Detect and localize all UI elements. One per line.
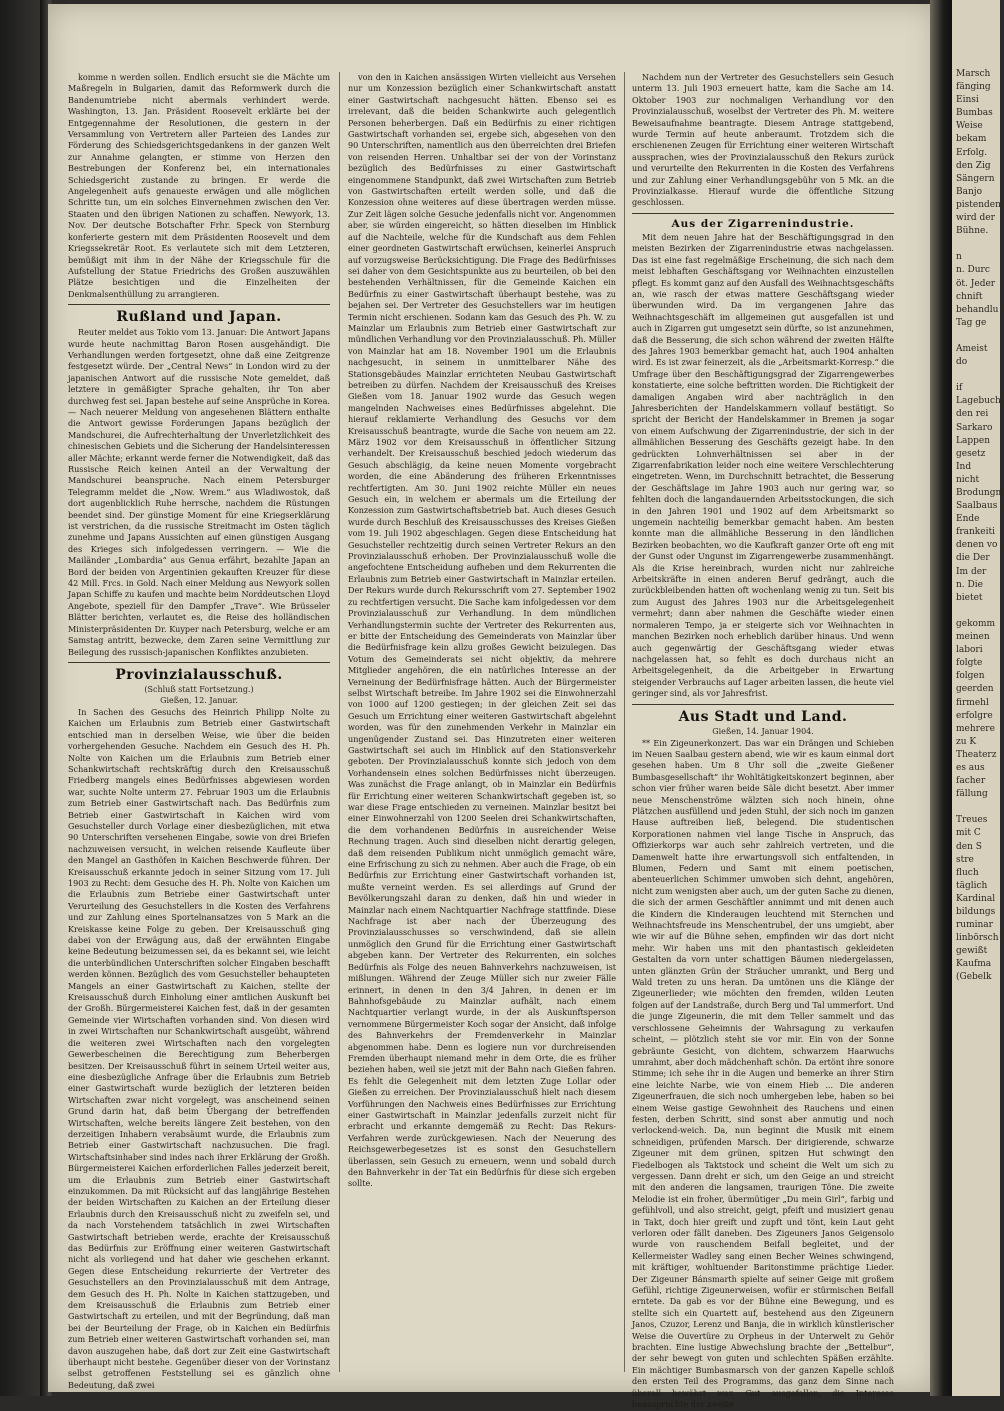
- column-1: [68, 72, 330, 1390]
- cigar-industry-article: [632, 232, 894, 700]
- headline-cigar-industry: Aus der Zigarrenindustrie.: [632, 213, 894, 230]
- stadt-und-land-article: [632, 738, 894, 1411]
- page-gutter: [930, 0, 952, 1396]
- column-rule: [339, 72, 340, 1372]
- column-rule: [624, 72, 625, 1372]
- provinzialausschuss-article: [68, 707, 330, 1391]
- next-page-fragment: Marsch fänging Einsi Bumbas Weise bekam Erfolg. den Zig Sängern Banjo pistenden wird der Bühne. n n. Durc öt. Jeder chnift behandlu Tag ge Ameist do if Lagebuch den rei Sarkaro Lappen gesetz Ind nicht Brodungm Saalbaus Ende frankeiti denen vo die Der Im der n. Die bietet gekomm meinen labori folgte folgen geerden firmehl erfolgre mehrere zu K Theaterz es aus facher fällung Treues mit C den S stre fluch täglich Kardinal bildungs ruminar linbörsch gewißt Kaufma (Gebelk: [956, 69, 1004, 983]
- headline-provinzialausschuss: Provinzialausschuß.: [68, 662, 330, 683]
- headline-stadt-und-land: Aus Stadt und Land.: [632, 704, 894, 725]
- column-2-text: [348, 72, 616, 1190]
- column-3-text-top: [632, 72, 894, 209]
- column-3: [632, 72, 894, 1410]
- next-page-edge: [952, 0, 1004, 1396]
- article-text: Reuter meldet aus Tokio vom 13. Januar: Die Antwort Japans wurde heute nachmittag Baron Rosen ausgehändigt. Die Verhandlungen werden fortgesetzt, ohne daß eine Zeitgrenze festgesetzt würde. Der „Central News“ in London wird zu der japanischen Antwort auf die russische Note gemeldet, daß letztere in gemäßigter Sprache gehalten, ihr Ton aber durchweg fest sei. Japan bestehe auf seine Ansprüche in Korea. — Nach neuerer Meldung von angesehenen Blättern enthalte die Antwort gewisse Forderungen Japans bezüglich der Mandschurei, die Aufrechterhaltung der Unverletzlichkeit des chinesischen Gebiets und die Sicherung der Handelsinteressen aller Mächte; erkannt werde ferner die Notwendigkeit, daß das Russische Reich keinen Anteil an der Verwaltung der Mandschurei beanspruche. Nach einem Petersburger Telegramm meldet die „Now. Wrem.“ aus Wladiwostok, daß dort augenblicklich Ruhe herrsche, nachdem die Rüstungen beendet sind. Der günstige Moment für eine Kriegserklärung ist verstrichen, da die russische Streitmacht im Osten täglich zunehme und Japans Aussichten auf einen günstigen Ausgang des Krieges sich infolgedessen verringern. — Wie die Mailänder „Lombardia“ aus Genua erfährt, bezahlte Japan an Bord der beiden von Argentinien gekauften Kreuzer für diese 42 Mill. Frcs. in Gold. Nach einer Meldung aus Newyork sollen Japan Schiffe zu kaufen und machte beim Norddeutschen Lloyd Angebote, speziell für den Dampfer „Trave“. Wie Brüsseler Blätter berichten, verlautet es, die Reise des holländischen Ministerpräsidenten Dr. Kuyper nach Petersburg, welche er am Samstag antritt, bezwecke, dem Zaren seine Vermittlung zur Beilegung des russisch-japanischen Konfliktes anzubieten.: [68, 327, 330, 657]
- article-text: Nachdem nun der Vertreter des Gesuchstellers sein Gesuch unterm 13. Juli 1903 erneuert hatte, kam die Sache am 14. Oktober 1903 zur nochmaligen Verhandlung vor den Provinzialausschuß, woselbst der Vertreter des Ph. M. weitere Beweisaufnahme beantragte. Diesem Antrage stattgebend, wurde Termin auf heute anberaumt. Trotzdem sich die erschienenen Zeugen für Errichtung einer weiteren Wirtschaft aussprachen, wies der Provinzialausschuß den Rekurs zurück und verurteilte den Rekurrenten in die Kosten des Verfahrens und zur Zahlung einer Verhandlungsgebühr von 5 Mk. an die Provinzialkasse. Hierauf wurde die öffentliche Sitzung geschlossen.: [632, 72, 894, 208]
- article-text: In Sachen des Gesuchs des Heinrich Philipp Nolte zu Kaichen um Erlaubnis zum Betrieb einer Gastwirtschaft entschied man in derselben Weise, wie über die beiden vorhergehenden Gesuche. Nachdem ein Gesuch des H. Ph. Nolte von Kaichen um die Erlaubnis zum Betrieb einer Schankwirtschaft rechtskräftig durch den Kreisausschuß Friedberg mangels eines Bedürfnisses abgewiesen worden war, suchte Nolte unterm 27. Februar 1903 um die Erlaubnis zum Betrieb einer Gastwirtschaft nach. Das Bedürfnis zum Betrieb einer Gastwirtschaft in Kaichen wird vom Gesuchsteller durch Vorlage einer diesbezüglichen, mit etwa 90 Unterschriften versehenen Eingabe, sowie von drei Briefen nachzuweisen versucht, in welchen reisende Kaufleute über den Mangel an Gasthöfen in Kaichen Beschwerde führen. Der Kreisausschuß erkannte jedoch in seiner Sitzung vom 17. Juli 1903 zu Recht: dem Gesuche des H. Ph. Nolte von Kaichen um die Erlaubnis zum Betriebe einer Gastwirtschaft unter Verurteilung des Gesuchstellers in die Kosten des Verfahrens und zur Zahlung eines Sportelnansatzes von 5 Mark an die Kreiskasse keine Folge zu geben. Der Kreisausschuß ging dabei von der Erwägung aus, daß der erwähnten Eingabe keine Bedeutung beizumessen sei, da es bekannt sei, wie leicht die unterbündlichen Unterschriften solcher Eingaben beschafft werden können. Bezüglich des vom Gesuchsteller behaupteten Mangels an einer Gastwirtschaft zu Kaichen, stellte der Kreisausschuß durch Einholung einer amtlichen Auskunft bei der Großh. Bürgermeisterei Kaichen fest, daß in der gesamten Gemeinde vier Wirtschaften vorhanden sind. Von diesen wird in zwei Wirtschaften nur Schankwirtschaft ausgeübt, während die weiteren zwei Wirtschaften nach den vorgelegten Gewerbescheinen die Berechtigung zum Beherbergen besitzen. Der Kreisausschuß führt in seinem Urteil weiter aus, eine diesbezügliche Anfrage über die Erlaubnis zum Betrieb einer Gastwirtschaft wurde bezüglich der letzteren beiden Wirtschaften zwar nicht vorgelegt, was anscheinend seinen Grund darin hat, daß beim Übergang der betreffenden Wirtschaften, welche bereits längere Zeit bestehen, von den derzeitigen Inhabern verabsäumt wurde, die Erlaubnis zum Betrieb einer Gastwirtschaft nachzusuchen. Die fragl. Wirtschaftsinhaber sind indes nach ihrer Erklärung der Großh. Bürgermeisterei Kaichen erforderlichen Falles jederzeit bereit, um die Erlaubnis zum Betrieb einer Gastwirtschaft einzukommen. Da mit Rücksicht auf das langjährige Bestehen der beiden Wirtschaften zu Kaichen an der Erteilung dieser Erlaubnis durch den Kreisausschuß nicht zu zweifeln sei, und da nach Vorstehendem tatsächlich in zwei Wirtschaften Gastwirtschaft betrieben werde, erachte der Kreisausschuß das Bedürfnis zur Eröffnung einer weiteren Gastwirtschaft nicht als vorliegend und hat daher wie geschehen erkannt. Gegen diese Entscheidung rekurrierte der Vertreter des Gesuchstellers an den Provinzialausschuß mit dem Antrage, dem Gesuch des H. Ph. Nolte in Kaichen stattzugeben, und dem Kreisausschuß die Erlaubnis zum Betrieb einer Gastwirtschaft zu erteilen, und mit der Begründung, daß man bei der Beurteilung der Frage, ob in Kaichen ein Bedürfnis zum Betrieb einer weiteren Gastwirtschaft vorhanden sei, man davon auszugehen habe, daß dort zur Zeit eine Gastwirtschaft überhaupt nicht bestehe. Gegenüber dieser von der Vorinstanz selbst getroffenen Feststellung sei es gänzlich ohne Bedeutung, daß zwei: [68, 706, 330, 1390]
- dateline: Gießen, 12. Januar.: [160, 695, 238, 705]
- article-text: ** Ein Zigeunerkonzert. Das war ein Drängen und Schieben im Neuen Saalbau gestern abend, wie wir es kaum einmal dort gesehen haben. Um 8 Uhr soll die „zweite Gießener Bumbasgesellschaft“ ihr Wohltätigkeitskonzert beginnen, aber schon vier früher waren beide Säle dicht besetzt. Aber immer neue Menschenströme wälzten sich noch hinein, ohne Plätzchen ausfüllend und jeden Stuhl, der sich noch im ganzen Hause auftreiben ließ, belegend. Die studentischen Korporationen nahmen viel lange Tische in Anspruch, das Offizierkorps war auch sehr zahlreich vertreten, und die Damenwelt hatte ihre erwartungsvoll sich entfaltenden, in Blumen, Federn und Samt mit einem poetischen, abenteuerlichen Schimmer umwoben sich dehnt, angehören, nicht zum wenigsten aber auch, um der guten Sache zu dienen, die sich der armen Geschäftler annimmt und mit denen auch die Kindern die Kinderaugen leuchtend mit Sternchen und Weihnachtsfreude ins Menschentrubel, der uns umgiebt, aber wie wir auf die Bühne sehen, empfinden wir das dort nicht mehr. Wir haben uns mit den phantastisch gekleideten Gestalten da vorn unter schattigen Bäumen niedergelassen, unten glänzten Grün der Sträucher umrankt, und Berg und Wald treten zu uns heran. Da umtönen uns die Klänge der Zigeunerlieder; wie möchten den fremden, wilden Leuten folgen auf der Landstraße, durch Berg und Tal ummerfort. Und die junge Zigeunerin, die mit dem Teller sammelt und das verschlossene Geheimnis der Wahrsagung zu verkaufen scheint, — plötzlich steht sie vor mir. Ein von der Sonne gebräunte Gesicht, von dichtem, schwarzem Haarwuchs umrahmt, aber doch mädchenhaft schön. Da ertönt ihre sonore Stimme; ich sehe ihr in die Augen und bemerke an ihrer Stirn eine leichte Narbe, wie von einem Hieb ... Die anderen Zigeunerfrauen, die sich noch umhergeben lebe, haben so bei einem Weise gastige Gewohnheit des Rauchens und einen festen, derben Schritt, sind sonst aber anmutig und noch verlockend-weich. Da, nun beginnt die Musik mit einem schneidigen, prüfenden Marsch. Der dirigierende, schwarze Zigeuner mit dem grünen, spitzen Hut schwingt den Fiedelbogen als Taktstock und scheint die Welt um sich zu vergessen. Dann dreht er sich, um den Geige an und streicht mit den anderen die langsamen, traurigen Töne. Die zweite Melodie ist ein froher, übermütiger „Du mein Girl“, farbig und gefühlvoll, und also streicht, geigt, pfeift und musiziert genau in Takt, doch hier greift und zupft und tönt, kein Laut geht verloren oder fällt daneben. Des Zigeuners Janos Geigensolo wurde von rauschendem Beifall begleitet, und der Kellermeister Wadley sang einen Becher Weines schwingend, mit kräftiger, wohltuender Baritonstimme prächtige Lieder. Der Zigeuner Bánsmarth spielte auf seiner Geige mit großem Gefühl, richtige Zigeunerweisen, wofür er stürmischen Beifall erntete. Da gab es vor der Bühne eine Bewegung, und es stellte sich ein Quartett auf, bestehend aus den Zigeunern Janos, Czuzor, Lerenz und Banja, die in wirklich künstlerischer Weise die Ouvertüre zu Orpheus in der Unterwelt zu Gehör brachten. Eine lustige Abwechslung brachte der „Bettelbur“, der sehr bewegt von guten und schlechten Späßen erzählte. Ein mächtiger Bumbasmarsch von der ganzen Kapelle schloß den ersten Teil des Programms, das ganz dem Sinne nach überall bewährt war. Gut ausgefallen, die Interesse beanspruchte der zweite: [632, 737, 894, 1410]
- russia-japan-article: [68, 327, 330, 658]
- article-text: komme n werden sollen. Endlich ersucht sie die Mächte um Maßregeln in Bulgarien, damit das Reformwerk durch die Bandenumtriebe nicht abermals verhindert werde. Washington, 13. Jan. Präsident Roosevelt erklärte bei der Entgegennahme der Resolutionen, die gestern in der Versammlung von Vertretern aller Parteien des Landes zur Förderung des Schiedsgerichtsgedankens in der ganzen Welt zur Annahme gelangten, er stimme von Herzen den Bestrebungen der Konferenz bei, ein internationales Schiedsgericht zustande zu bringen. Er werde die Angelegenheit aufs genaueste erwägen und alle möglichen Schritte tun, um ein solches Einvernehmen zwischen den Ver. Staaten und den übrigen Nationen zu schaffen. Newyork, 13. Nov. Der deutsche Botschafter Frhr. Speck von Sternburg konferierte gestern mit dem Präsidenten Roosevelt und dem Kriegssekretär Root. Es verlautete sich mit dem Letzteren, bemüßigt mit ihm in der Nähe der Kriegsschule für die Aufstellung der Statue Friedrichs des Großen auszuwählen Plätze besichtigen und die Einzelheiten der Denkmalsenthüllung zu arrangieren.: [68, 72, 330, 299]
- headline-russia-japan: Rußland und Japan.: [68, 304, 330, 325]
- subheading: (Schluß statt Fortsetzung.): [144, 684, 254, 694]
- dateline: Gießen, 14. Januar 1904.: [712, 726, 814, 736]
- article-text: von den in Kaichen ansässigen Wirten vielleicht aus Versehen nur um Konzession bezüglich einer Schankwirtschaft anstatt einer Gastwirtschaft nachgesucht hätten. Ebenso sei es irrelevant, daß die beiden Schankwirte auch gelegentlich Personen beherbergen. Daß ein Bedürfnis zu einer richtigen Gastwirtschaft vorhanden sei, ergebe sich, abgesehen von den 90 Unterschriften, namentlich aus den überreichten drei Briefen von reisenden Herren. Unhaltbar sei der von der Vorinstanz bezüglich des Bedürfnisses zu einer Gastwirtschaft eingenommene Standpunkt, daß zwei Wirtschaften zum Betrieb von Gastwirtschaften erteilt werden solle, und daß die Konzession ohne weiteres auf diese übertragen werden müsse. Zur Zeit lägen solche Gesuche jedenfalls nicht vor. Angenommen aber, sie würden eingereicht, so hätten dieselben im Hinblick auf die Nachteile, welche für die Kundschaft aus dem Fehlen einer geordneten Gastwirtschaft erwüchsen, keinerlei Anspruch auf vorzugsweise Berücksichtigung. Die Frage des Bedürfnisses sei daher von dem Gesichtspunkte aus zu beurteilen, ob bei den bestehenden Verhältnissen, für die Gemeinde Kaichen ein Bedürfnis zu einer Gastwirtschaft überhaupt bestehe, was zu bejahen sei. Der Vertreter des Gesuchstellers war im heutigen Termin nicht erschienen. Sodann kam das Gesuch des Ph. W. zu Mainzlar um Erlaubnis zum Betrieb einer Gastwirtschaft zur mündlichen Verhandlung vor den Provinzialausschuß. Ph. Müller von Mainzlar hat am 18. November 1901 um die Erlaubnis nachgesucht, in seinem in unmittelbarer Nähe des Stationsgebäudes Mainzlar errichteten Neubau Gastwirtschaft betreiben zu dürfen. Nachdem der Kreisausschuß des Kreises Gießen vom 18. Januar 1902 wurde das Gesuch wegen mangelnden Nachweises eines Bedürfnisses abgelehnt. Die hierauf reklamierte Verhandlung des Gesuchs vor dem Kreisausschuß beantragte, wurde die Sache von neuem am 22. März 1902 vor dem Kreisausschuß in öffentlicher Sitzung verhandelt. Der Kreisausschuß beschied jedoch wiederum das Gesuch abschlägig, da keine neuen Momente vorgebracht worden, die eine Abänderung des früheren Erkenntnisses rechtfertigten. Am 30. Juni 1902 reichte Müller ein neues Gesuch ein, in welchem er abermals um die Erteilung der Konzession zum Gastwirtschaftsbetrieb bat. Auch dieses Gesuch wurde durch Beschluß des Kreisausschusses des Kreises Gießen vom 19. Juli 1902 abgeschlagen. Gegen diese Entscheidung hat Gesuchsteller rechtzeitig durch seinen Vertreter Rekurs an den Provinzialausschuß erhoben. Der Provinzialausschuß wolle die angefochtene Entscheidung aufheben und dem Rekurrenten die Erlaubnis zum Betrieb einer Gastwirtschaft in Mainzlar erteilen. Der Rekurs wurde durch Rekursschrift vom 27. September 1902 zu rechtfertigen versucht. Die Sache kam infolgedessen vor dem Provinzialausschuß zur Verhandlung. In dem mündlichen Verhandlungstermin suchte der Vertreter des Rekurrenten aus, er bitte der Entscheidung des Gemeinderats von Mainzlar über die Bedürfnisfrage kein allzu großes Gewicht beizulegen. Das Votum des Gemeinderats sei nicht objektiv, da mehrere Mitglieder angehören, die ein natürliches Interesse an der Verneinung der Bedürfnisfrage hätten. Auch der Bürgermeister selbst Wirtschaft betreibe. Im Jahre 1902 sei die Einwohnerzahl von 1000 auf 1200 gestiegen; in der gleichen Zeit sei das Gesuch um Errichtung einer weiteren Gastwirtschaft abgelehnt worden, was für den zunehmenden Verkehr in Mainzlar ein ungenügender Zustand sei. Das Hinzutreten einer weiteren Gastwirtschaft sei auch im Hinblick auf den Stationsverkehr geboten. Der Provinzialausschuß konnte sich jedoch von dem Vorhandensein eines solchen Bedürfnisses nicht überzeugen. Was zunächst die Frage anlangt, ob in Mainzlar ein Bedürfnis für Errichtung einer weiteren Schankwirtschaft gegeben ist, so war diese Frage entschieden zu verneinen. Mainzlar besitzt bei einer Einwohnerzahl von 1200 Seelen drei Schankwirtschaften, die dem vorhandenen Bedürfnis in ausreichender Weise Rechnung tragen. Auch sind dieselben nicht derartig gelegen, daß dem reisenden Publikum nicht unmöglich gemacht wäre, eine Erfrischung zu sich zu nehmen. Aber auch die Frage, ob ein Bedürfnis zur Errichtung einer Gastwirtschaft vorhanden ist, mußte verneint werden. Es sei allerdings auf Grund der Bevölkerungszahl daran zu denken, daß hin und wieder in Mainzlar nach einem Nachtquartier Nachfrage stattfinde. Diese Nachfrage ist aber nach der Überzeugung des Provinzialausschusses so verschwindend, daß sie allein unmöglich den Grund für die Errichtung einer Gastwirtschaft abgeben kann. Der Vertreter des Rekurrenten, ein solches Bedürfnis als Folge des neuen Bahnverkehrs nachzuweisen, ist mißlungen. Während der Zeuge Müller sich nur zweier Fälle erinnert, in denen in den 3/4 Jahren, in denen er im Bahnhofsgebäude zu Mainzlar aufhält, nach einem Nachtquartier verlangt wurde, in der als Auskunftsperson vernommene Bürgermeister Koch sogar der Ansicht, daß infolge des Bahnverkehrs der Fremdenverkehr in Mainzlar abgenommen habe. Denn es logiere nun vor durchreisenden Fremden überhaupt niemand mehr in dem Orte, die es früher beziehen haben, weil sie jetzt mit der Bahn nach Gießen fahren. Es fehlt die Gelegenheit mit dem letzten Zuge Lollar oder Gießen zu erreichen. Der Provinzialausschuß hielt nach diesem Vorführungen den Nachweis eines Bedürfnisses zur Errichtung einer Gastwirtschaft in Mainzlar jedenfalls zurzeit nicht für erbracht und erkannte demgemäß zu Recht: Das Rekurs-Verfahren werde zurückgewiesen. Nach der Neuerung des Reichsgewerbegesetzes ist es sonst den Gesuchstellern überlassen, sein Gesuch zu erneuern, wenn und sobald durch den Bahnverkehr in der Tat ein Bedürfnis für diese sich ergeben sollte.: [348, 72, 616, 1189]
- column-1-text-top: [68, 72, 330, 300]
- column-2: [348, 72, 616, 1372]
- article-text: Mit dem neuen Jahre hat der Beschäftigungsgrad in den meisten Bezirken der Zigarrenindustrie etwas nachgelassen. Das ist eine fast regelmäßige Erscheinung, die sich nach dem meist lebhaften Geschäftsgang vor Weihnachten einzustellen pflegt. Es kommt ganz auf den Ausfall des Weihnachtsgeschäfts an, wie rasch der etwas mattere Geschäftsgang wieder überwunden wird. Da im vergangenen Jahre das Weihnachtsgeschäft im allgemeinen gut ausgefallen ist und auch in Zigarren gut umgesetzt sein dürfte, so ist anzunehmen, daß die Besserung, die sich schon während der zweiten Hälfte des Jahres 1903 bemerkbar gemacht hat, auch 1904 anhalten wird. Es ist zwar feinerzeit, als die „Arbeitsmarkt-Korresp.“ die Umfrage über den Beschäftigungsgrad der Zigarrengewerbes konstatierte, eine solche beftritten worden. Die Richtigkeit der damaligen Angaben wird aber nachträglich in den Jahresberichten der Handelskammern vollauf bestätigt. So spricht der Bericht der Handelskammer in Bremen ja sogar von einem Aufschwung der Zigarrenindustrie, der sich in der allmählichen Besserung des Geschäfts gezeigt habe. In den gedrückten Lohnverhältnissen sei aber in der Zigarrenfabrikation leider noch eine weitere Verschlechterung eingetreten. Wenn, im Durchschnitt betrachtet, die Besserung der Geschäftslage im Jahre 1903 auch nur gering war, so fehlten doch die langandauernden Arbeitsstockungen, die sich in den Jahren 1901 und 1902 auf dem Arbeitsmarkt so ungemein nachteilig bemerkbar gemacht haben. Am besten konnte man die allmähliche Besserung in den ländlichen Bezirken beobachten, wo die Kaufkraft ganzer Orte oft eng mit der Gunst oder Ungunst im Zigarrengewerbe zusammenhängt. Als die Krise hereinbrach, wurden nicht nur zahlreiche Arbeitskräfte in einen anderen Beruf gedrängt, auch die zurückbleibenden hatten oft wochenlang wenig zu tun. Seit bis zum August des Jahres 1903 nur die Arbeitsgelegenheit vermehrt; dann aber nahmen die Geschäfte wieder einen normaleren Tempo, ja er steigerte sich vor Weihnachten in manchen Bezirken noch erheblich darüber hinaus. Und wenn auch gegenwärtig der Geschäftsgang wieder etwas nachgelassen hat, so fehlt es doch durchaus nicht an Arbeitsgelegenheit, da die Arbeitgeber in Erwartung steigender Verbrauchs auf Lager arbeiten lassen, die heute viel geringer sind, als vor Jahresfrist.: [632, 231, 894, 699]
